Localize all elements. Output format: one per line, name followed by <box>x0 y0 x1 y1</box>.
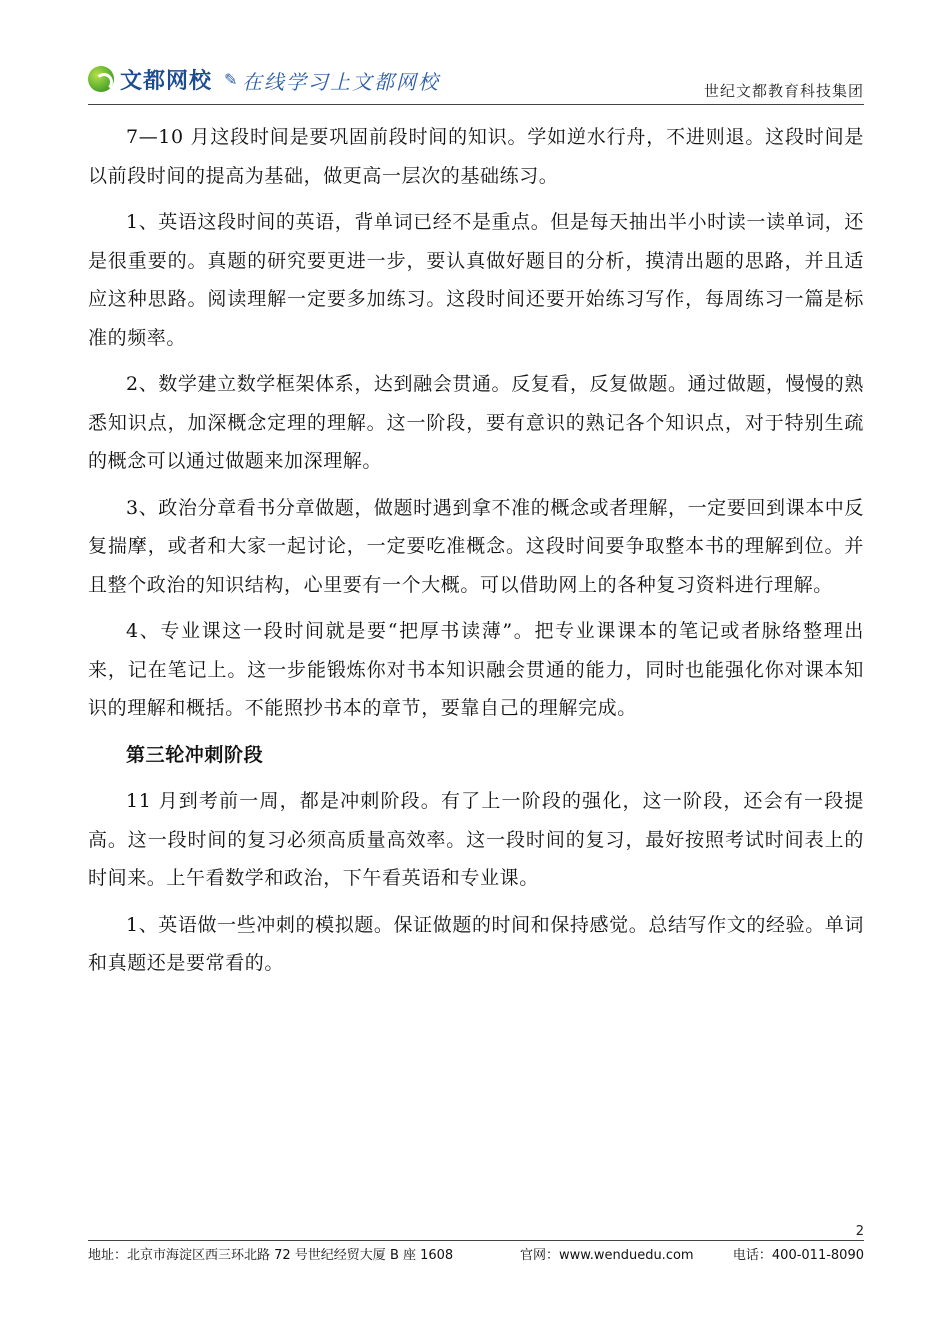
paragraph: 2、数学建立数学框架体系，达到融会贯通。反复看，反复做题。通过做题，慢慢的熟悉知识点，加深概念定理的理解。这一阶段，要有意识的熟记各个知识点，对于特别生疏的概念可以通过做题来加深理解。 <box>88 373 864 472</box>
page-footer <box>88 1244 864 1268</box>
paragraph: 11 月到考前一周，都是冲刺阶段。有了上一阶段的强化，这一阶段，还会有一段提高。这一段时间的复习必须高质量高效率。这一段时间的复习，最好按照考试时间表上的时间来。上午看数学和政治，下午看英语和专业课。 <box>88 790 864 889</box>
footer-phone: 电话：400-011-8090 <box>732 1248 864 1263</box>
paragraph: 7—10 月这段时间是要巩固前段时间的知识。学如逆水行舟，不进则退。这段时间是以前段时间的提高为基础，做更高一层次的基础练习。 <box>88 126 864 187</box>
paragraph: 1、英语做一些冲刺的模拟题。保证做题的时间和保持感觉。总结写作文的经验。单词和真题还是要常看的。 <box>88 913 864 974</box>
paragraph: 3、政治分章看书分章做题，做题时遇到拿不准的概念或者理解，一定要回到课本中反复揣摩，或者和大家一起讨论，一定要吃准概念。这段时间要争取整本书的理解到位。并且整个政治的知识结构，心里要有一个大概。可以借助网上的各种复习资料进行理解。 <box>88 496 864 596</box>
page-header <box>88 60 864 104</box>
section-heading: 第三轮冲刺阶段 <box>126 743 264 766</box>
footer-divider <box>88 1240 864 1241</box>
page-number: 2 <box>855 1224 864 1239</box>
paragraph: 4、专业课这一段时间就是要“把厚书读薄”。把专业课课本的笔记或者脉络整理出来，记在笔记上。这一步能锻炼你对书本知识融会贯通的能力，同时也能强化你对课本知识的理解和概括。不能照抄书本的章节，要靠自己的理解完成。 <box>88 620 864 719</box>
document-body <box>88 118 864 991</box>
slogan: 在线学习上文都网校 <box>242 70 440 94</box>
pen-icon: ✎ <box>224 70 238 89</box>
company-name: 世纪文都教育科技集团 <box>703 82 864 100</box>
logo-icon <box>88 66 114 92</box>
logo-text: 文都网校 <box>120 69 213 94</box>
footer-website: 官网：www.wenduedu.com <box>520 1248 694 1263</box>
paragraph: 1、英语这段时间的英语，背单词已经不是重点。但是每天抽出半小时读一读单词，还是很重要的。真题的研究要更进一步，要认真做好题目的分析，摸清出题的思路，并且适应这种思路。阅读理解一定要多加练习。这段时间还要开始练习写作，每周练习一篇是标准的频率。 <box>88 211 864 349</box>
footer-address: 地址：北京市海淀区西三环北路 72 号世纪经贸大厦 B 座 1608 <box>88 1248 454 1263</box>
header-divider <box>88 104 864 105</box>
